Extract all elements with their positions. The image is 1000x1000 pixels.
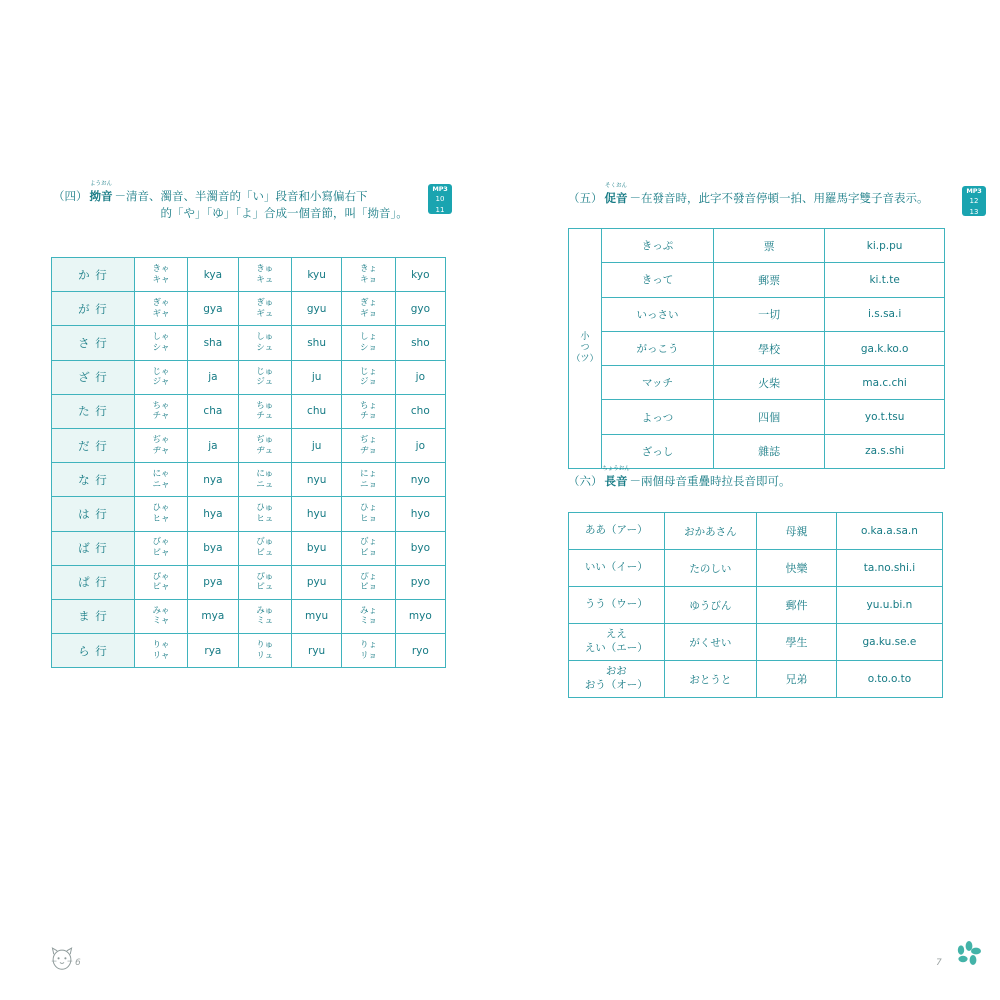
romaji-cell: cho — [395, 394, 445, 428]
sokuon-heading-number: （五） — [568, 191, 603, 205]
kana-cell: りょ リョ — [342, 634, 395, 668]
row-head: ら 行 — [52, 634, 135, 668]
romaji-cell: pya — [188, 565, 238, 599]
table-row — [52, 326, 446, 360]
youon-heading-title-ruby — [89, 181, 113, 205]
meaning-cell: 兄弟 — [757, 661, 837, 698]
kana-cell: よっつ — [601, 400, 713, 434]
meaning-cell: 學生 — [757, 624, 837, 661]
kana-cell: マッチ — [601, 366, 713, 400]
kana-cell: びゃ ビャ — [134, 531, 187, 565]
mp3-track-1: 12 — [969, 197, 979, 206]
youon-heading-number: （四） — [53, 189, 88, 203]
table-row — [52, 565, 446, 599]
romaji-cell: mya — [188, 599, 238, 633]
kana-cell: ぢゃ ヂャ — [134, 428, 187, 462]
romaji-cell: ta.no.shi.i — [836, 550, 942, 587]
romaji-cell: chu — [291, 394, 341, 428]
choon-heading — [568, 466, 968, 490]
table-row — [52, 634, 446, 668]
table-row — [569, 400, 945, 434]
kana-cell: りゅ リュ — [238, 634, 291, 668]
kana-cell: にゅ ニュ — [238, 463, 291, 497]
romaji-cell: sha — [188, 326, 238, 360]
row-head: か 行 — [52, 258, 135, 292]
word-cell: おとうと — [664, 661, 757, 698]
meaning-cell: 郵件 — [757, 587, 837, 624]
kana-cell: びょ ビョ — [342, 531, 395, 565]
kana-cell: いい（イー） — [569, 550, 665, 587]
kana-cell: ざっし — [601, 434, 713, 468]
romaji-cell: hya — [188, 497, 238, 531]
row-head: ば 行 — [52, 531, 135, 565]
youon-heading-ruby: ようおん — [89, 181, 113, 187]
romaji-cell: kyu — [291, 258, 341, 292]
sokuon-heading-line1: －在發音時，此字不發音停頓一拍、用羅馬字雙子音表示。 — [629, 191, 929, 205]
kana-cell: びゅ ビュ — [238, 531, 291, 565]
cat-ornament-icon — [48, 946, 76, 972]
kana-cell: ぎゃ ギャ — [134, 292, 187, 326]
word-cell: おかあさん — [664, 513, 757, 550]
romaji-cell: pyu — [291, 565, 341, 599]
romaji-cell: byo — [395, 531, 445, 565]
romaji-cell: yo.t.tsu — [825, 400, 945, 434]
table-row — [569, 331, 945, 365]
table-row — [52, 463, 446, 497]
meaning-cell: 學校 — [714, 331, 825, 365]
row-head: な 行 — [52, 463, 135, 497]
romaji-cell: ma.c.chi — [825, 366, 945, 400]
romaji-cell: sho — [395, 326, 445, 360]
romaji-cell: yu.u.bi.n — [836, 587, 942, 624]
page-sheet — [18, 148, 982, 968]
romaji-cell: kya — [188, 258, 238, 292]
meaning-cell: 火柴 — [714, 366, 825, 400]
choon-heading-title-ruby — [602, 466, 630, 490]
choon-heading-number: （六） — [568, 474, 603, 488]
kana-cell: ぢょ ヂョ — [342, 428, 395, 462]
romaji-cell: byu — [291, 531, 341, 565]
romaji-cell: nyu — [291, 463, 341, 497]
romaji-cell: i.s.sa.i — [825, 297, 945, 331]
meaning-cell: 母親 — [757, 513, 837, 550]
romaji-cell: ja — [188, 360, 238, 394]
romaji-cell: nya — [188, 463, 238, 497]
romaji-cell: ki.t.te — [825, 263, 945, 297]
youon-heading-line1: －清音、濁音、半濁音的「い」段音和小寫偏右下 — [114, 189, 368, 203]
row-head: た 行 — [52, 394, 135, 428]
mp3-label: MP3 — [966, 187, 982, 195]
row-head: ぱ 行 — [52, 565, 135, 599]
romaji-cell: ryo — [395, 634, 445, 668]
choon-heading-title: 長音 — [604, 474, 628, 488]
table-row — [52, 292, 446, 326]
kana-cell: ひゅ ヒュ — [238, 497, 291, 531]
youon-heading — [53, 181, 423, 223]
kana-cell: うう（ウー） — [569, 587, 665, 624]
table-row — [52, 428, 446, 462]
table-row — [569, 297, 945, 331]
table-row — [569, 550, 943, 587]
romaji-cell: o.to.o.to — [836, 661, 942, 698]
flower-ornament-icon — [954, 938, 984, 968]
kana-cell: きゅ キュ — [238, 258, 291, 292]
sokuon-side-label: 小 つ （ツ） — [569, 229, 602, 469]
table-row — [52, 360, 446, 394]
meaning-cell: 票 — [714, 229, 825, 263]
romaji-cell: kyo — [395, 258, 445, 292]
kana-cell: ぴゃ ピャ — [134, 565, 187, 599]
youon-heading-line2: 的「や」「ゆ」「よ」合成一個音節，叫「拗音」。 — [160, 206, 408, 221]
kana-cell: ひゃ ヒャ — [134, 497, 187, 531]
romaji-cell: hyu — [291, 497, 341, 531]
kana-cell: みゃ ミャ — [134, 599, 187, 633]
kana-cell: しょ ショ — [342, 326, 395, 360]
kana-cell: きって — [601, 263, 713, 297]
word-cell: たのしい — [664, 550, 757, 587]
word-cell: ゆうびん — [664, 587, 757, 624]
romaji-cell: ja — [188, 428, 238, 462]
mp3-track-1: 10 — [435, 195, 445, 204]
romaji-cell: ki.p.pu — [825, 229, 945, 263]
table-row — [569, 513, 943, 550]
word-cell: がくせい — [664, 624, 757, 661]
table-row — [52, 258, 446, 292]
choon-heading-ruby: ちょうおん — [602, 466, 630, 472]
sokuon-heading-ruby: そくおん — [604, 183, 628, 189]
table-row — [52, 497, 446, 531]
kana-cell: ひょ ヒョ — [342, 497, 395, 531]
kana-cell: きゃ キャ — [134, 258, 187, 292]
kana-cell: みょ ミョ — [342, 599, 395, 633]
table-row — [52, 531, 446, 565]
youon-table — [51, 257, 446, 668]
sokuon-heading — [568, 183, 968, 207]
row-head: は 行 — [52, 497, 135, 531]
meaning-cell: 一切 — [714, 297, 825, 331]
kana-cell: がっこう — [601, 331, 713, 365]
table-row — [569, 434, 945, 468]
romaji-cell: pyo — [395, 565, 445, 599]
romaji-cell: cha — [188, 394, 238, 428]
romaji-cell: rya — [188, 634, 238, 668]
row-head: が 行 — [52, 292, 135, 326]
romaji-cell: bya — [188, 531, 238, 565]
romaji-cell: jo — [395, 428, 445, 462]
romaji-cell: ga.ku.se.e — [836, 624, 942, 661]
romaji-cell: myu — [291, 599, 341, 633]
romaji-cell: gya — [188, 292, 238, 326]
meaning-cell: 郵票 — [714, 263, 825, 297]
kana-cell: しゅ シュ — [238, 326, 291, 360]
mp3-track-2: 13 — [969, 207, 979, 216]
kana-cell: みゅ ミュ — [238, 599, 291, 633]
romaji-cell: ga.k.ko.o — [825, 331, 945, 365]
page-number-right: 7 — [936, 958, 942, 968]
romaji-cell: hyo — [395, 497, 445, 531]
kana-cell: じゅ ジュ — [238, 360, 291, 394]
choon-heading-line1: －兩個母音重疊時拉長音即可。 — [629, 474, 791, 488]
kana-cell: にょ ニョ — [342, 463, 395, 497]
mp3-track-2: 11 — [435, 205, 445, 214]
romaji-cell: za.s.shi — [825, 434, 945, 468]
mp3-label: MP3 — [432, 185, 448, 193]
table-row — [569, 263, 945, 297]
kana-cell: りゃ リャ — [134, 634, 187, 668]
kana-cell: ああ（アー） — [569, 513, 665, 550]
table-row — [569, 587, 943, 624]
meaning-cell: 四個 — [714, 400, 825, 434]
row-head: ま 行 — [52, 599, 135, 633]
romaji-cell: jo — [395, 360, 445, 394]
mp3-badge-sokuon[interactable] — [962, 186, 986, 216]
kana-cell: きょ キョ — [342, 258, 395, 292]
kana-cell: ぴょ ピョ — [342, 565, 395, 599]
row-head: ざ 行 — [52, 360, 135, 394]
kana-cell: ええ えい（エー） — [569, 624, 665, 661]
romaji-cell: gyu — [291, 292, 341, 326]
kana-cell: じょ ジョ — [342, 360, 395, 394]
kana-cell: ぎゅ ギュ — [238, 292, 291, 326]
romaji-cell: ryu — [291, 634, 341, 668]
kana-cell: ちょ チョ — [342, 394, 395, 428]
kana-cell: ちゅ チュ — [238, 394, 291, 428]
row-head: だ 行 — [52, 428, 135, 462]
meaning-cell: 雜誌 — [714, 434, 825, 468]
kana-cell: ぢゅ ヂュ — [238, 428, 291, 462]
table-row — [569, 661, 943, 698]
kana-cell: しゃ シャ — [134, 326, 187, 360]
youon-heading-text — [115, 188, 408, 223]
table-row — [52, 599, 446, 633]
kana-cell: ぴゅ ピュ — [238, 565, 291, 599]
row-head: さ 行 — [52, 326, 135, 360]
mp3-badge-youon[interactable] — [428, 184, 452, 214]
kana-cell: おお おう（オー） — [569, 661, 665, 698]
romaji-cell: myo — [395, 599, 445, 633]
sokuon-heading-title-ruby — [604, 183, 628, 207]
kana-cell: ちゃ チャ — [134, 394, 187, 428]
romaji-cell: o.ka.a.sa.n — [836, 513, 942, 550]
romaji-cell: shu — [291, 326, 341, 360]
page-number-left: 6 — [75, 958, 81, 968]
romaji-cell: ju — [291, 428, 341, 462]
table-row — [52, 394, 446, 428]
table-row — [569, 366, 945, 400]
romaji-cell: gyo — [395, 292, 445, 326]
choon-table — [568, 512, 943, 698]
table-row — [569, 624, 943, 661]
meaning-cell: 快樂 — [757, 550, 837, 587]
kana-cell: きっぷ — [601, 229, 713, 263]
kana-cell: にゃ ニャ — [134, 463, 187, 497]
sokuon-table — [568, 228, 945, 469]
youon-heading-title: 拗音 — [89, 189, 113, 203]
sokuon-heading-title: 促音 — [604, 191, 628, 205]
table-row — [569, 229, 945, 263]
kana-cell: ぎょ ギョ — [342, 292, 395, 326]
kana-cell: じゃ ジャ — [134, 360, 187, 394]
romaji-cell: nyo — [395, 463, 445, 497]
kana-cell: いっさい — [601, 297, 713, 331]
romaji-cell: ju — [291, 360, 341, 394]
